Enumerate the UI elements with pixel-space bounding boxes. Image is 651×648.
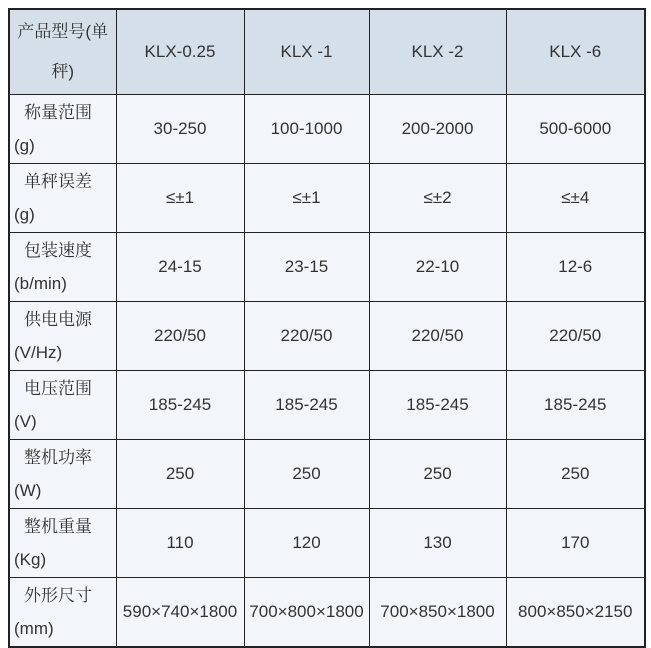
row-label-weighing-range [9,94,116,163]
table-cell: 185-245 [369,370,506,439]
table-row-power-supply [9,301,645,370]
table-cell: 130 [369,508,506,577]
table-cell: 700×850×1800 [369,577,506,647]
table-cell: 220/50 [506,301,645,370]
table-cell: 24-15 [116,232,244,301]
table-cell: 185-245 [244,370,369,439]
table-cell: 100-1000 [244,94,369,163]
table-row-machine-power [9,439,645,508]
table-cell: 250 [369,439,506,508]
table-cell: 170 [506,508,645,577]
table-cell: 200-2000 [369,94,506,163]
row-label-text: 整机重量 [24,516,92,536]
row-label-text: 包装速度 [24,240,92,260]
table-cell: 23-15 [244,232,369,301]
row-label-text: 整机功率 [24,447,92,467]
row-label-unit: (g) [14,135,35,155]
table-cell: 22-10 [369,232,506,301]
table-cell: 500-6000 [506,94,645,163]
table-cell: 800×850×2150 [506,577,645,647]
table-cell: 185-245 [116,370,244,439]
table-cell: 250 [116,439,244,508]
table-cell: 590×740×1800 [116,577,244,647]
table-cell: 185-245 [506,370,645,439]
row-label-overall-dimensions [9,577,116,647]
row-label-unit: (b/min) [14,273,67,293]
row-label-text: 外形尺寸 [24,585,92,605]
table-cell: 220/50 [116,301,244,370]
row-label-unit: (g) [14,204,35,224]
row-label-unit: (W) [14,480,42,500]
table-row-overall-dimensions [9,577,645,647]
row-label-unit: (V) [14,411,37,431]
row-label-unit: (mm) [14,618,54,638]
row-label-power-supply [9,301,116,370]
table-cell: 30-250 [116,94,244,163]
table-cell: ≤±4 [506,163,645,232]
row-label-unit: (Kg) [14,549,47,569]
row-label-text: 电压范围 [24,378,92,398]
product-spec-table [8,8,646,648]
table-cell: ≤±2 [369,163,506,232]
row-label-packing-speed [9,232,116,301]
row-label-single-scale-error [9,163,116,232]
table-cell: 220/50 [244,301,369,370]
table-cell: 120 [244,508,369,577]
table-cell: 12-6 [506,232,645,301]
table-row-packing-speed [9,232,645,301]
row-label-unit: (V/Hz) [14,342,63,362]
table-cell: 110 [116,508,244,577]
header-cell-klx-0-25: KLX-0.25 [116,9,244,94]
table-cell: 250 [506,439,645,508]
row-label-text: 称量范围 [24,102,92,122]
table-cell: ≤±1 [116,163,244,232]
row-label-text: 单秤误差 [24,171,92,191]
table-cell: 700×800×1800 [244,577,369,647]
table-row-weighing-range [9,94,645,163]
table-header-row [9,9,645,94]
header-cell-klx-6: KLX -6 [506,9,645,94]
header-product-model-line2: 秤) [51,61,75,81]
row-label-text: 供电电源 [24,309,92,329]
row-label-voltage-range [9,370,116,439]
table-row-voltage-range [9,370,645,439]
header-cell-product-model [9,9,116,94]
table-cell: 220/50 [369,301,506,370]
header-cell-klx-1: KLX -1 [244,9,369,94]
table-row-machine-weight [9,508,645,577]
row-label-machine-weight [9,508,116,577]
table-cell: ≤±1 [244,163,369,232]
header-product-model-line1: 产品型号(单 [17,21,109,41]
table-cell: 250 [244,439,369,508]
header-cell-klx-2: KLX -2 [369,9,506,94]
table-row-single-scale-error [9,163,645,232]
row-label-machine-power [9,439,116,508]
